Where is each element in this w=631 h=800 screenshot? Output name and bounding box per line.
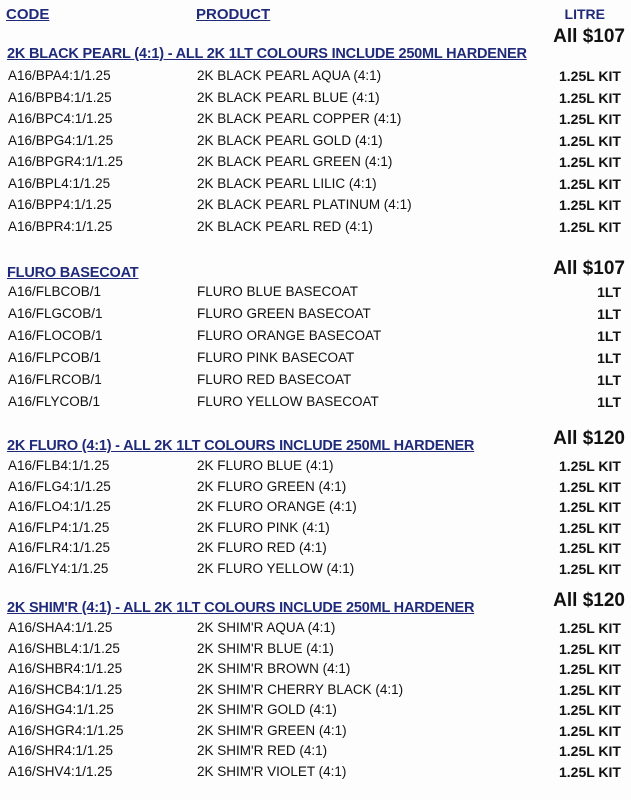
product-code: A16/SHR4:1/1.25	[8, 743, 114, 758]
product-size: 1.25L KIT	[559, 499, 621, 515]
product-code: A16/SHG4:1/1.25	[8, 702, 114, 717]
product-name: 2K BLACK PEARL COPPER (4:1)	[197, 111, 402, 126]
table-row	[0, 661, 631, 682]
table-row	[0, 723, 631, 744]
product-size: 1.25L KIT	[559, 681, 621, 698]
product-code: A16/BPB4:1/1.25	[8, 89, 112, 105]
product-name: FLURO RED BASECOAT	[197, 372, 352, 387]
product-name: 2K BLACK PEARL LILIC (4:1)	[197, 175, 377, 191]
product-name: 2K FLURO RED (4:1)	[197, 540, 327, 555]
table-row	[0, 284, 631, 305]
product-name: 2K SHIM'R VIOLET (4:1)	[197, 763, 347, 779]
table-row	[0, 133, 631, 154]
table-row	[0, 682, 631, 703]
table-row	[0, 479, 631, 500]
table-row	[0, 154, 631, 175]
product-code: A16/SHA4:1/1.25	[8, 620, 113, 635]
product-code: A16/FLB4:1/1.25	[8, 458, 110, 473]
product-size: 1LT	[597, 328, 621, 344]
product-name: 2K SHIM'R AQUA (4:1)	[197, 620, 336, 635]
column-header-product: PRODUCT	[196, 6, 271, 23]
product-name: 2K BLACK PEARL GREEN (4:1)	[197, 154, 393, 169]
table-row	[0, 620, 631, 641]
section-price: All $120	[553, 428, 625, 449]
product-name: 2K FLURO BLUE (4:1)	[197, 458, 334, 473]
table-row	[0, 111, 631, 132]
product-name: 2K BLACK PEARL AQUA (4:1)	[197, 68, 382, 83]
product-name: FLURO PINK BASECOAT	[197, 350, 355, 365]
product-name: FLURO ORANGE BASECOAT	[197, 328, 382, 343]
product-code: A16/BPC4:1/1.25	[8, 111, 113, 126]
product-code: A16/SHBL4:1/1.25	[8, 640, 120, 656]
product-code: A16/FLP4:1/1.25	[8, 519, 110, 535]
section-price: All $120	[553, 590, 625, 611]
product-name: 2K SHIM'R BLUE (4:1)	[197, 640, 334, 656]
product-size: 1.25L KIT	[559, 197, 621, 213]
product-size: 1.25L KIT	[559, 89, 621, 106]
product-size: 1.25L KIT	[559, 132, 621, 149]
table-row	[0, 394, 631, 415]
product-code: A16/BPA4:1/1.25	[8, 68, 111, 83]
product-size: 1.25L KIT	[559, 111, 621, 127]
column-header-code: CODE	[6, 6, 50, 23]
product-code: A16/FLGCOB/1	[8, 306, 103, 321]
section-title: 2K FLURO (4:1) - ALL 2K 1LT COLOURS INCLUDE 250ML HARDENER	[7, 438, 475, 454]
table-row	[0, 702, 631, 723]
product-code: A16/FLG4:1/1.25	[8, 478, 111, 494]
table-row	[0, 176, 631, 197]
product-code: A16/FLY4:1/1.25	[8, 560, 109, 576]
product-code: A16/BPP4:1/1.25	[8, 197, 112, 212]
product-code: A16/FLBCOB/1	[8, 284, 102, 299]
product-code: A16/SHV4:1/1.25	[8, 763, 113, 779]
product-name: 2K FLURO ORANGE (4:1)	[197, 499, 357, 514]
product-size: 1.25L KIT	[559, 702, 621, 718]
table-row	[0, 328, 631, 349]
product-code: A16/FLRCOB/1	[8, 372, 102, 387]
product-size: 1.25L KIT	[559, 540, 621, 556]
product-code: A16/FLO4:1/1.25	[8, 499, 111, 514]
table-row	[0, 540, 631, 561]
product-name: 2K SHIM'R BROWN (4:1)	[197, 661, 351, 676]
product-size: 1LT	[597, 372, 621, 388]
product-name: 2K FLURO GREEN (4:1)	[197, 478, 347, 494]
section-title: FLURO BASECOAT	[7, 265, 139, 281]
table-row	[0, 197, 631, 218]
product-code: A16/FLYCOB/1	[8, 394, 101, 409]
table-row	[0, 499, 631, 520]
product-size: 1.25L KIT	[559, 175, 621, 192]
product-code: A16/SHGR4:1/1.25	[8, 722, 124, 738]
product-size: 1.25L KIT	[559, 218, 621, 235]
product-size: 1.25L KIT	[559, 640, 621, 657]
product-name: 2K BLACK PEARL PLATINUM (4:1)	[197, 197, 412, 212]
table-row	[0, 90, 631, 111]
table-row	[0, 219, 631, 240]
product-code: A16/FLPCOB/1	[8, 350, 102, 365]
product-size: 1LT	[597, 306, 621, 322]
product-code: A16/SHCB4:1/1.25	[8, 681, 123, 697]
product-name: 2K BLACK PEARL RED (4:1)	[197, 218, 373, 234]
product-name: 2K SHIM'R GREEN (4:1)	[197, 722, 347, 738]
product-code: A16/SHBR4:1/1.25	[8, 661, 123, 676]
product-size: 1LT	[597, 350, 621, 366]
product-size: 1LT	[597, 394, 621, 410]
product-name: FLURO GREEN BASECOAT	[197, 306, 371, 321]
column-header-litre: LITRE	[564, 6, 605, 22]
table-row	[0, 350, 631, 371]
table-row	[0, 458, 631, 479]
product-name: 2K SHIM'R GOLD (4:1)	[197, 702, 337, 717]
product-size: 1.25L KIT	[559, 560, 621, 577]
product-code: A16/BPGR4:1/1.25	[8, 154, 123, 169]
product-code: A16/BPL4:1/1.25	[8, 175, 111, 191]
product-size: 1.25L KIT	[559, 68, 621, 84]
product-size: 1.25L KIT	[559, 661, 621, 677]
product-name: FLURO BLUE BASECOAT	[197, 284, 359, 299]
table-row	[0, 372, 631, 393]
table-row	[0, 764, 631, 785]
table-row	[0, 68, 631, 89]
product-name: 2K FLURO YELLOW (4:1)	[197, 560, 355, 576]
table-row	[0, 743, 631, 764]
product-code: A16/BPR4:1/1.25	[8, 218, 113, 234]
product-size: 1.25L KIT	[559, 743, 621, 759]
product-size: 1.25L KIT	[559, 722, 621, 739]
product-code: A16/BPG4:1/1.25	[8, 132, 114, 148]
product-size: 1.25L KIT	[559, 519, 621, 536]
product-name: FLURO YELLOW BASECOAT	[197, 394, 379, 409]
product-name: 2K SHIM'R CHERRY BLACK (4:1)	[197, 681, 404, 697]
product-name: 2K SHIM'R RED (4:1)	[197, 743, 328, 758]
table-row	[0, 641, 631, 662]
section-price: All $107	[553, 258, 625, 279]
section-price: All $107	[553, 26, 625, 47]
product-size: 1LT	[597, 284, 621, 300]
table-row	[0, 561, 631, 582]
product-name: 2K BLACK PEARL BLUE (4:1)	[197, 89, 380, 105]
product-name: 2K FLURO PINK (4:1)	[197, 519, 330, 535]
product-size: 1.25L KIT	[559, 458, 621, 474]
product-size: 1.25L KIT	[559, 478, 621, 495]
section-title: 2K SHIM'R (4:1) - ALL 2K 1LT COLOURS INCLUDE 250ML HARDENER	[7, 600, 475, 616]
section-title: 2K BLACK PEARL (4:1) - ALL 2K 1LT COLOURS INCLUDE 250ML HARDENER	[7, 46, 527, 62]
product-size: 1.25L KIT	[559, 154, 621, 170]
product-size: 1.25L KIT	[559, 763, 621, 780]
product-name: 2K BLACK PEARL GOLD (4:1)	[197, 132, 383, 148]
table-row	[0, 520, 631, 541]
product-code: A16/FLOCOB/1	[8, 328, 103, 343]
table-row	[0, 306, 631, 327]
product-size: 1.25L KIT	[559, 620, 621, 636]
product-code: A16/FLR4:1/1.25	[8, 540, 111, 555]
